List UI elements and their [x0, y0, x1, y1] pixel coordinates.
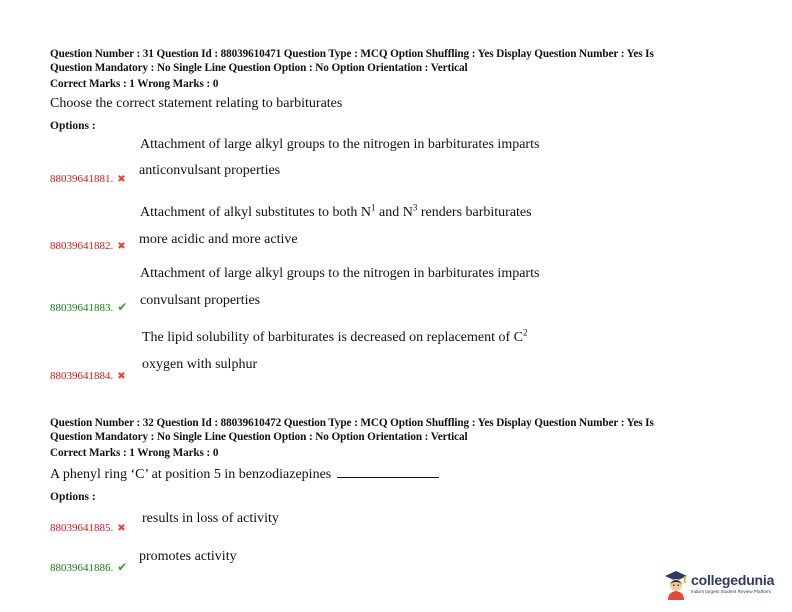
q32-marks: Correct Marks : 1 Wrong Marks : 0 — [50, 447, 219, 459]
option-1883-row — [50, 298, 127, 316]
option-1884-id: 88039641884. — [50, 370, 114, 382]
option-1882-id: 88039641882. — [50, 240, 114, 252]
q31-options-label: Options : — [50, 120, 96, 132]
option-1886-line1: promotes activity — [139, 549, 237, 564]
q32-question-text: A phenyl ring ‘C’ at position 5 in benzodiazepines — [50, 465, 439, 483]
option-1884-row — [50, 366, 126, 384]
option-1882-line2: more acidic and more active — [139, 232, 298, 247]
cross-icon: ✖ — [117, 174, 126, 185]
q32-meta-line1: Question Number : 32 Question Id : 88039610472 Question Type : MCQ Option Shuffling : Yes Display Question Number : Yes Is — [50, 417, 654, 429]
q31-marks: Correct Marks : 1 Wrong Marks : 0 — [50, 78, 219, 90]
tick-icon: ✔ — [117, 300, 128, 314]
cross-icon: ✖ — [117, 371, 126, 382]
logo-name: collegedunia — [691, 572, 775, 588]
answer-blank — [337, 465, 439, 478]
option-1881-id: 88039641881. — [50, 173, 114, 185]
logo-tagline: India's largest Student Review Platform — [691, 589, 772, 594]
q32-options-label: Options : — [50, 491, 96, 503]
option-1886-row — [50, 558, 127, 576]
option-1883-id: 88039641883. — [50, 302, 114, 314]
option-1885-line1: results in loss of activity — [142, 511, 279, 526]
cross-icon: ✖ — [117, 523, 126, 534]
option-1883-line2: convulsant properties — [140, 293, 261, 308]
option-1884-line2: oxygen with sulphur — [142, 357, 258, 372]
option-1882-row — [50, 236, 126, 254]
option-1881-line1: Attachment of large alkyl groups to the nitrogen in barbiturates imparts — [140, 137, 540, 152]
cross-icon: ✖ — [117, 241, 126, 252]
graduate-mascot-icon — [663, 568, 689, 600]
option-1883-line1: Attachment of large alkyl groups to the nitrogen in barbiturates imparts — [140, 266, 540, 281]
option-1881-row — [50, 169, 126, 187]
option-1886-id: 88039641886. — [50, 562, 114, 574]
option-1885-row — [50, 518, 126, 536]
tick-icon: ✔ — [117, 560, 128, 574]
option-1882-line1: Attachment of alkyl substitutes to both $N^1$ and $N^3$ renders barbiturates — [140, 202, 532, 220]
collegedunia-logo — [663, 568, 785, 604]
option-1885-id: 88039641885. — [50, 522, 114, 534]
q31-meta-line2: Question Mandatory : No Single Line Question Option : No Option Orientation : Vertical — [50, 62, 468, 74]
q31-meta-line1: Question Number : 31 Question Id : 88039610471 Question Type : MCQ Option Shuffling : Yes Display Question Number : Yes Is — [50, 48, 654, 60]
q32-meta-line2: Question Mandatory : No Single Line Question Option : No Option Orientation : Vertical — [50, 431, 468, 443]
q31-question-text: Choose the correct statement relating to barbiturates — [50, 96, 343, 111]
option-1884-line1: The lipid solubility of barbiturates is decreased on replacement of $C^2$ — [142, 327, 528, 345]
option-1881-line2: anticonvulsant properties — [139, 163, 281, 178]
